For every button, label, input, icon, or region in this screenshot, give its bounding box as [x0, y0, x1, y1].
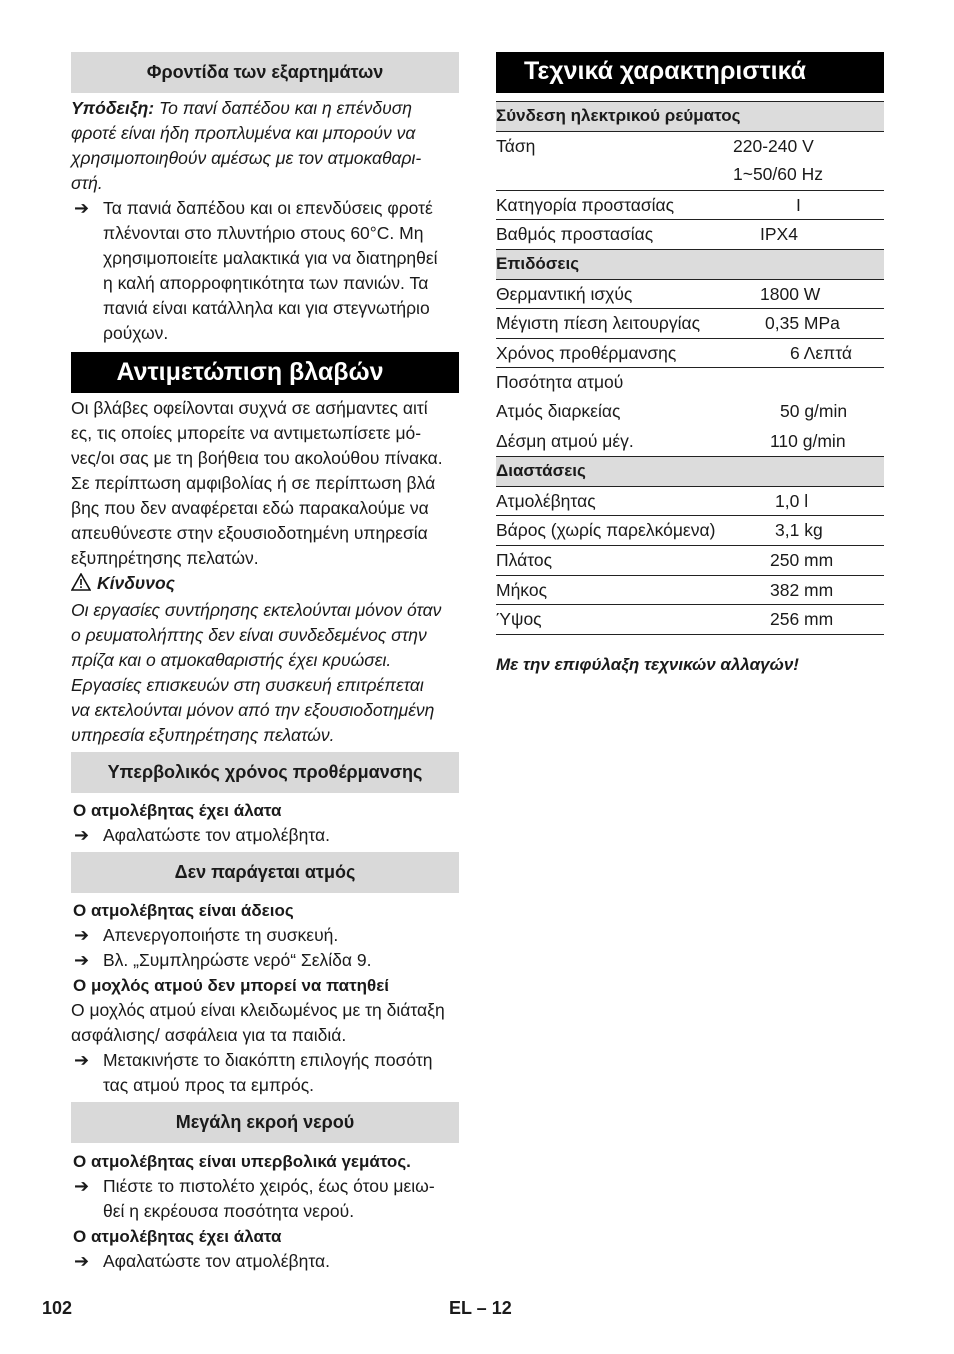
spec-label: Μέγιστη πίεση λειτουργίας: [496, 313, 701, 334]
cause-label: Ο μοχλός ατμού δεν μπορεί να πατηθεί: [73, 976, 390, 995]
page-number: 102: [42, 1298, 73, 1318]
cause-label: Ο ατμολέβητας έχει άλατα: [73, 801, 282, 820]
care-line: πανιά είναι κατάλληλα και για στεγνωτήριο: [103, 298, 430, 318]
spec-row: [496, 160, 884, 190]
spec-row: [496, 219, 884, 249]
spec-label: Χρόνος προθέρμανσης: [496, 342, 677, 363]
spec-row: [496, 338, 884, 368]
warning-triangle-icon: [71, 573, 91, 598]
spec-value: 382 mm: [770, 579, 834, 600]
danger-line: Οι εργασίες συντήρησης εκτελούνται μόνον όταν: [71, 600, 442, 620]
danger-line: Εργασίες επισκευών στη συσκευή επιτρέπεται: [71, 675, 424, 695]
spec-section-label: Επιδόσεις: [496, 254, 580, 273]
note-label: Υπόδειξη:: [71, 98, 155, 118]
intro-line: απευθύνεστε στην εξουσιοδοτημένη υπηρεσία: [71, 523, 428, 543]
danger-line: υπηρεσία εξυπηρέτησης πελατών.: [71, 725, 335, 745]
spec-row: [496, 190, 884, 220]
action-line: θεί η εκρέουσα ποσότητα νερού.: [103, 1201, 355, 1221]
note-line: φροτέ είναι ήδη προπλυμένα και μπορούν να: [71, 123, 416, 143]
spec-section-row: [496, 249, 884, 279]
spec-value: 1~50/60 Hz: [733, 164, 823, 185]
spec-row: [496, 515, 884, 545]
danger-label: Κίνδυνος: [97, 573, 175, 593]
intro-line: Σε περίπτωση αμφιβολίας ή σε περίπτωση βλά: [71, 473, 436, 493]
body-line: ασφάλισης/ ασφάλεια για τα παιδιά.: [71, 1025, 347, 1045]
spec-value: 3,1 kg: [775, 520, 823, 541]
nosteam-heading: Δεν παράγεται ατμός: [71, 852, 459, 893]
note-line: στή.: [71, 173, 103, 193]
spec-label: Βαθμός προστασίας: [496, 224, 654, 245]
spec-value: 220-240 V: [733, 135, 814, 156]
action-item: [71, 1249, 459, 1274]
disclaimer: Με την επιφύλαξη τεχνικών αλλαγών!: [496, 655, 799, 674]
care-line: ρούχων.: [103, 323, 169, 343]
tech-heading: Τεχνικά χαρακτηριστικά: [496, 52, 884, 93]
danger-line: ο ρευματολήπτης δεν είναι συνδεδεμένος στην: [71, 625, 427, 645]
spec-row: [496, 308, 884, 338]
spec-section-label: Σύνδεση ηλεκτρικού ρεύματος: [496, 106, 741, 125]
spec-label: Τάση: [496, 135, 536, 156]
intro-line: νες/οι σας με τη βοήθεια του ακολούθου πίνακα.: [71, 448, 443, 468]
spec-section-row: [496, 456, 884, 486]
spec-value: I: [796, 194, 801, 215]
action-line: Αφαλατώστε τον ατμολέβητα.: [103, 1251, 330, 1271]
arrow-right-icon: ➔: [74, 1176, 90, 1196]
danger-line: πρίζα και ο ατμοκαθαριστής έχει κρυώσει.: [71, 650, 392, 670]
care-heading: Φροντίδα των εξαρτημάτων: [71, 52, 459, 93]
spec-row: [496, 397, 884, 427]
intro-line: Οι βλάβες οφείλονται συχνά σε ασήμαντες αιτί: [71, 398, 428, 418]
spec-label: Βάρος (χωρίς παρελκόμενα): [496, 520, 716, 541]
action-line: Αφαλατώστε τον ατμολέβητα.: [103, 825, 330, 845]
spec-label: Ατμολέβητας: [496, 490, 596, 511]
spec-row: [496, 486, 884, 516]
spec-value: 0,35 MPa: [765, 313, 840, 334]
arrow-right-icon: ➔: [74, 950, 90, 970]
action-line: Μετακινήστε το διακόπτη επιλογής ποσότη: [103, 1050, 433, 1070]
spec-table-bottom-rule: [496, 634, 884, 635]
nosteam-section: [71, 898, 459, 1098]
care-line: χρησιμοποιείτε μαλακτικά για να διατηρηθεί: [103, 248, 438, 268]
spec-section-label: Διαστάσεις: [496, 461, 586, 481]
care-line: πλένονται στο πλυντήριο στους 60°C. Μη: [103, 223, 424, 243]
cause-label: Ο ατμολέβητας έχει άλατα: [73, 1227, 282, 1246]
spec-row: [496, 604, 884, 634]
care-instruction: [71, 196, 491, 346]
action-line: Πιέστε το πιστολέτο χειρός, έως ότου μειω-: [103, 1176, 435, 1196]
arrow-right-icon: ➔: [74, 825, 90, 845]
spec-value: 50 g/min: [780, 401, 848, 421]
arrow-right-icon: ➔: [74, 198, 90, 218]
spec-section-row: [496, 101, 884, 131]
spec-row: [496, 427, 884, 457]
arrow-right-icon: ➔: [74, 925, 90, 945]
action-item: [71, 823, 459, 848]
intro-line: ες, τις οποίες μπορείτε να αντιμετωπίσετε μό-: [71, 423, 422, 443]
danger-notice: [71, 571, 459, 748]
spec-value: 1,0 l: [775, 490, 809, 511]
spec-value: 1800 W: [760, 283, 821, 304]
arrow-right-icon: ➔: [74, 1251, 90, 1271]
water-heading: Μεγάλη εκροή νερού: [71, 1102, 459, 1143]
action-line: Βλ. „Συμπληρώστε νερό“ Σελίδα 9.: [103, 950, 372, 970]
note-line: χρησιμοποιηθούν αμέσως με τον ατμοκαθαρι-: [71, 148, 422, 168]
spec-label: Κατηγορία προστασίας: [496, 194, 675, 215]
cause-label: Ο ατμολέβητας είναι άδειος: [73, 901, 294, 920]
spec-value: 256 mm: [770, 609, 834, 630]
spec-row: [496, 575, 884, 605]
care-line: η καλή απορροφητικότητα των πανιών. Τα: [103, 273, 429, 293]
care-note: [71, 96, 459, 196]
spec-row: [496, 131, 884, 161]
spec-label: Ατμός διαρκείας: [496, 401, 621, 421]
intro-line: εξυπηρέτησης πελατών.: [71, 548, 259, 568]
action-item: [71, 923, 459, 948]
note-line: Το πανί δαπέδου και η επένδυση: [159, 98, 413, 118]
spec-row: [496, 367, 884, 397]
spec-label: Μήκος: [496, 579, 548, 600]
action-item: [71, 1048, 459, 1098]
spec-label: Θερμαντική ισχύς: [496, 283, 633, 304]
heating-section: [71, 798, 459, 848]
action-line: τας ατμού προς τα εμπρός.: [103, 1075, 314, 1095]
action-line: Απενεργοποιήστε τη συσκευή.: [103, 925, 339, 945]
heating-heading: Υπερβολικός χρόνος προθέρμανσης: [71, 752, 459, 793]
danger-line: να εκτελούνται μόνον από την εξουσιοδοτημένη: [71, 700, 435, 720]
spec-label: Ποσότητα ατμού: [496, 372, 624, 393]
spec-value: 110 g/min: [770, 430, 846, 451]
arrow-right-icon: ➔: [74, 1050, 90, 1070]
spec-label: Πλάτος: [496, 550, 553, 570]
spec-row: [496, 545, 884, 575]
care-line: Τα πανιά δαπέδου και οι επενδύσεις φροτέ: [103, 198, 433, 218]
spec-label: Δέσμη ατμού μέγ.: [496, 430, 634, 451]
body-line: Ο μοχλός ατμού είναι κλειδωμένος με τη διάταξη: [71, 1000, 445, 1020]
action-item: [71, 1174, 459, 1224]
left-column: [71, 0, 459, 1271]
spec-value: IPX4: [760, 224, 798, 245]
cause-label: Ο ατμολέβητας είναι υπερβολικά γεμάτος.: [73, 1152, 411, 1171]
fault-heading: Αντιμετώπιση βλαβών: [71, 352, 459, 393]
fault-intro: [71, 396, 459, 571]
spec-label: Ύψος: [496, 609, 542, 630]
page-code: EL – 12: [449, 1298, 512, 1318]
water-section: [71, 1149, 459, 1274]
action-item: [71, 948, 459, 973]
spec-value: 250 mm: [770, 550, 834, 570]
spec-row: [496, 279, 884, 309]
spec-value: 6 Λεπτά: [790, 342, 852, 363]
intro-line: βης που δεν αναφέρεται εδώ παρακαλούμε να: [71, 498, 429, 518]
